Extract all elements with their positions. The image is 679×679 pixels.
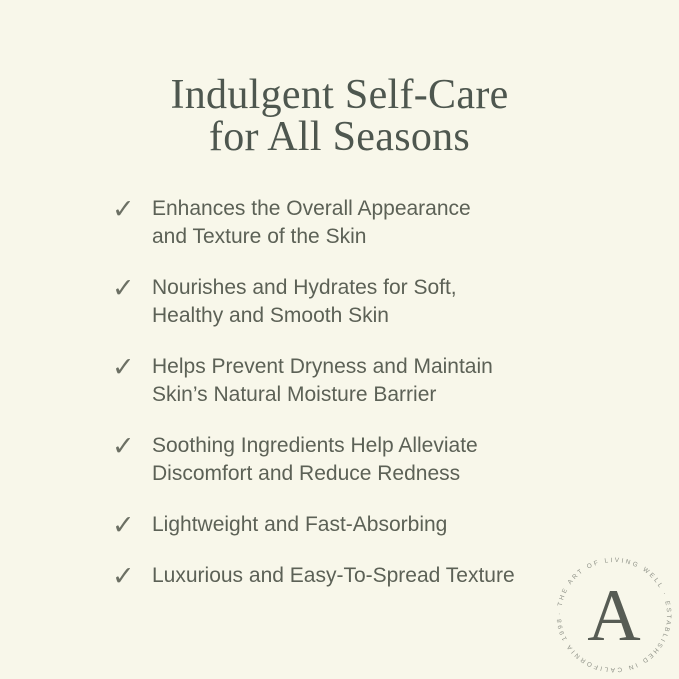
checkmark-icon: ✓ xyxy=(112,561,135,591)
benefit-line: Lightweight and Fast-Absorbing xyxy=(152,513,448,536)
title-line-2: for All Seasons xyxy=(208,114,471,160)
benefit-line: Healthy and Smooth Skin xyxy=(152,304,389,327)
checkmark-icon: ✓ xyxy=(112,194,135,224)
list-item xyxy=(112,562,572,590)
benefit-line: Skin’s Natural Moisture Barrier xyxy=(152,383,437,406)
benefits-list xyxy=(112,195,572,590)
benefit-line: Discomfort and Reduce Redness xyxy=(152,462,461,485)
benefit-text xyxy=(152,562,515,590)
brand-badge xyxy=(548,549,679,679)
list-item xyxy=(112,511,572,539)
benefit-text xyxy=(152,195,471,251)
benefit-line: Nourishes and Hydrates for Soft, xyxy=(152,276,457,299)
page-title xyxy=(0,74,679,158)
checkmark-icon: ✓ xyxy=(112,352,135,382)
list-item xyxy=(112,274,572,330)
list-item xyxy=(112,195,572,251)
benefit-text xyxy=(152,274,457,330)
benefit-text xyxy=(152,511,447,539)
benefit-text xyxy=(152,432,478,488)
benefit-text xyxy=(152,353,493,409)
checkmark-icon: ✓ xyxy=(112,510,135,540)
benefit-line: Luxurious and Easy-To-Spread Texture xyxy=(152,564,515,587)
checkmark-icon: ✓ xyxy=(112,273,135,303)
benefit-line: Soothing Ingredients Help Alleviate xyxy=(152,434,478,457)
benefit-line: Helps Prevent Dryness and Maintain xyxy=(152,355,493,378)
checkmark-icon: ✓ xyxy=(112,431,135,461)
list-item xyxy=(112,353,572,409)
title-line-1: Indulgent Self-Care xyxy=(170,72,509,118)
list-item xyxy=(112,432,572,488)
benefit-line: Enhances the Overall Appearance xyxy=(152,197,471,220)
badge-ring-textpath: · THE ART OF LIVING WELL · ESTABLISHED IN CALIFORNIA 1998 xyxy=(555,556,673,674)
benefit-line: and Texture of the Skin xyxy=(152,225,367,248)
brand-monogram-a: A xyxy=(587,575,641,657)
